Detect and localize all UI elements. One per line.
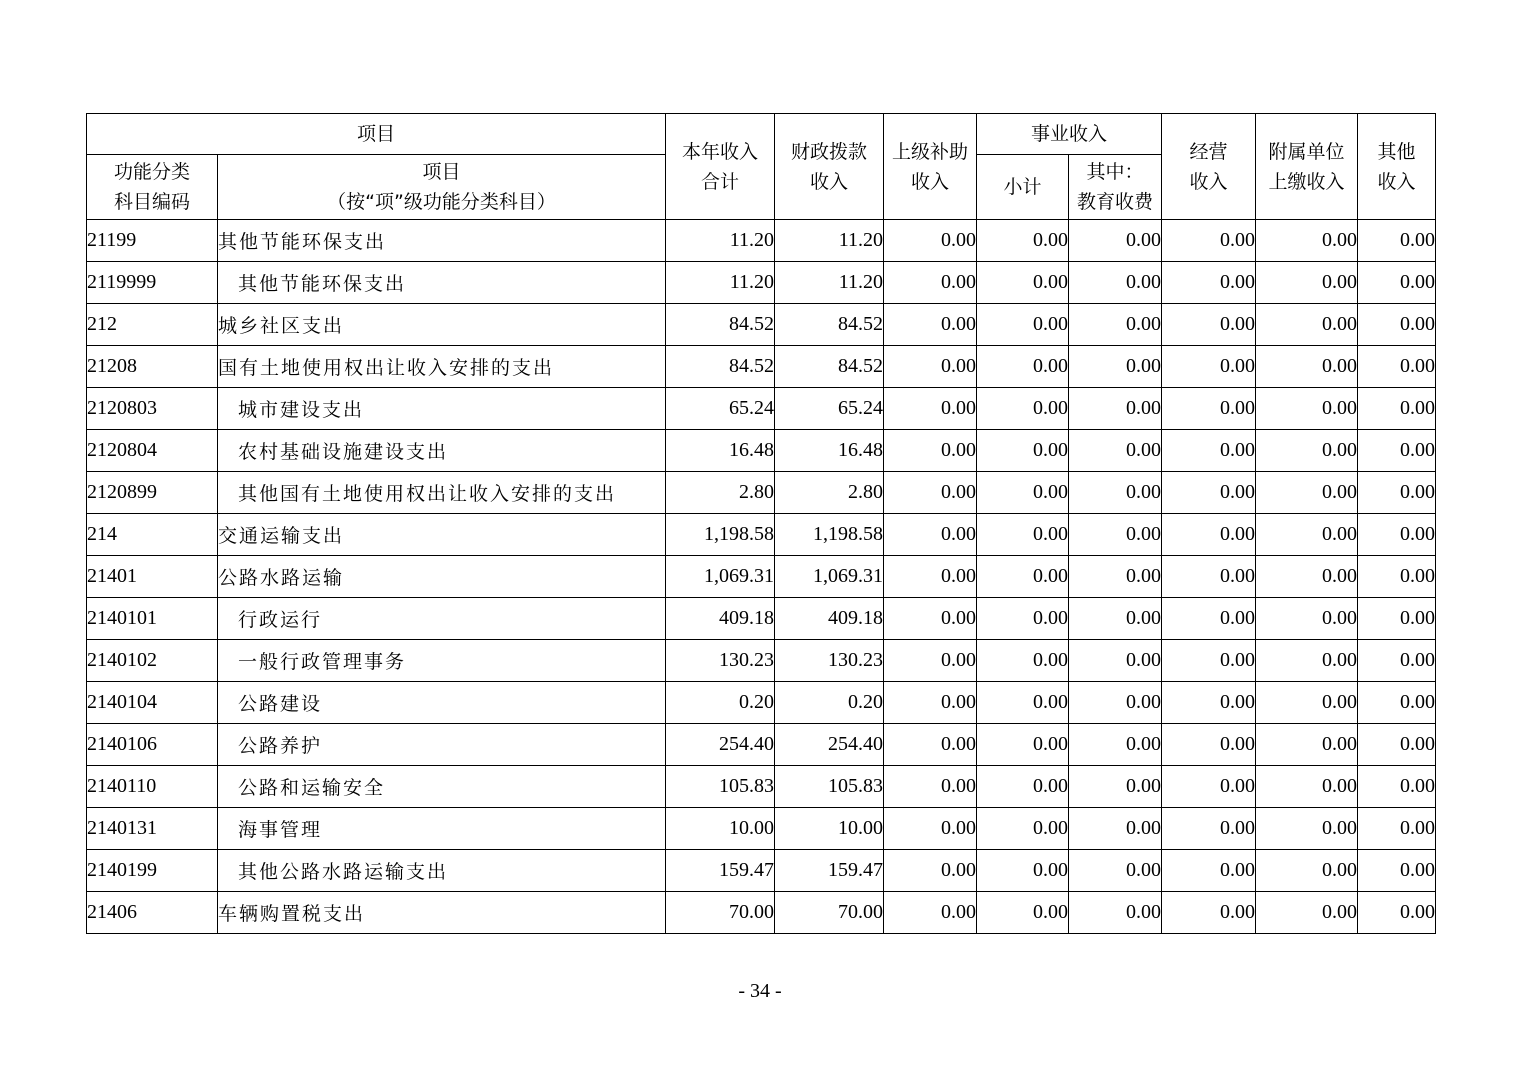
cell-affiliated: 0.00 (1256, 514, 1358, 556)
table-row (87, 430, 1436, 472)
cell-business: 0.00 (1162, 220, 1256, 262)
cell-affiliated: 0.00 (1256, 808, 1358, 850)
cell-affiliated: 0.00 (1256, 388, 1358, 430)
cell-superior: 0.00 (884, 766, 977, 808)
cell-total: 1,198.58 (666, 514, 775, 556)
cell-edu: 0.00 (1069, 766, 1162, 808)
cell-total: 409.18 (666, 598, 775, 640)
cell-affiliated: 0.00 (1256, 682, 1358, 724)
cell-fiscal: 11.20 (775, 262, 884, 304)
cell-name: 农村基础设施建设支出 (218, 430, 666, 472)
table-body (87, 220, 1436, 934)
cell-other: 0.00 (1358, 388, 1436, 430)
cell-superior: 0.00 (884, 724, 977, 766)
cell-business: 0.00 (1162, 892, 1256, 934)
cell-total: 2.80 (666, 472, 775, 514)
cell-subtotal: 0.00 (977, 598, 1069, 640)
cell-business: 0.00 (1162, 304, 1256, 346)
cell-total: 10.00 (666, 808, 775, 850)
cell-name: 行政运行 (218, 598, 666, 640)
cell-subtotal: 0.00 (977, 388, 1069, 430)
cell-fiscal: 65.24 (775, 388, 884, 430)
cell-business: 0.00 (1162, 430, 1256, 472)
cell-name: 城市建设支出 (218, 388, 666, 430)
table-row (87, 808, 1436, 850)
cell-name: 海事管理 (218, 808, 666, 850)
cell-edu: 0.00 (1069, 304, 1162, 346)
budget-table (86, 113, 1436, 934)
cell-edu: 0.00 (1069, 892, 1162, 934)
table-row (87, 850, 1436, 892)
cell-fiscal: 254.40 (775, 724, 884, 766)
cell-fiscal: 70.00 (775, 892, 884, 934)
cell-code: 2120899 (87, 472, 218, 514)
cell-other: 0.00 (1358, 304, 1436, 346)
cell-fiscal: 84.52 (775, 346, 884, 388)
cell-code: 214 (87, 514, 218, 556)
cell-other: 0.00 (1358, 430, 1436, 472)
cell-subtotal: 0.00 (977, 220, 1069, 262)
table-row (87, 598, 1436, 640)
cell-affiliated: 0.00 (1256, 640, 1358, 682)
cell-subtotal: 0.00 (977, 766, 1069, 808)
header-career: 事业收入 (977, 114, 1162, 155)
cell-code: 21401 (87, 556, 218, 598)
table-row (87, 472, 1436, 514)
cell-fiscal: 10.00 (775, 808, 884, 850)
table-row (87, 682, 1436, 724)
cell-superior: 0.00 (884, 304, 977, 346)
cell-code: 212 (87, 304, 218, 346)
cell-superior: 0.00 (884, 472, 977, 514)
cell-code: 2140110 (87, 766, 218, 808)
cell-name: 国有土地使用权出让收入安排的支出 (218, 346, 666, 388)
cell-code: 2140106 (87, 724, 218, 766)
cell-code: 2140131 (87, 808, 218, 850)
cell-business: 0.00 (1162, 388, 1256, 430)
cell-affiliated: 0.00 (1256, 220, 1358, 262)
header-project: 项目 (87, 114, 666, 155)
cell-edu: 0.00 (1069, 472, 1162, 514)
cell-superior: 0.00 (884, 346, 977, 388)
cell-code: 2119999 (87, 262, 218, 304)
cell-code: 2140102 (87, 640, 218, 682)
cell-edu: 0.00 (1069, 514, 1162, 556)
cell-total: 84.52 (666, 304, 775, 346)
cell-edu: 0.00 (1069, 262, 1162, 304)
cell-name: 其他国有土地使用权出让收入安排的支出 (218, 472, 666, 514)
header-code: 功能分类 科目编码 (87, 155, 218, 220)
cell-subtotal: 0.00 (977, 640, 1069, 682)
cell-subtotal: 0.00 (977, 556, 1069, 598)
cell-superior: 0.00 (884, 808, 977, 850)
cell-code: 2140101 (87, 598, 218, 640)
cell-edu: 0.00 (1069, 598, 1162, 640)
cell-total: 254.40 (666, 724, 775, 766)
cell-total: 84.52 (666, 346, 775, 388)
table-row (87, 388, 1436, 430)
cell-business: 0.00 (1162, 640, 1256, 682)
cell-total: 159.47 (666, 850, 775, 892)
cell-edu: 0.00 (1069, 430, 1162, 472)
table-row (87, 892, 1436, 934)
header-total: 本年收入 合计 (666, 114, 775, 220)
cell-edu: 0.00 (1069, 640, 1162, 682)
cell-business: 0.00 (1162, 598, 1256, 640)
cell-code: 2120804 (87, 430, 218, 472)
cell-other: 0.00 (1358, 346, 1436, 388)
cell-other: 0.00 (1358, 808, 1436, 850)
cell-subtotal: 0.00 (977, 808, 1069, 850)
cell-affiliated: 0.00 (1256, 598, 1358, 640)
cell-other: 0.00 (1358, 766, 1436, 808)
cell-superior: 0.00 (884, 220, 977, 262)
cell-subtotal: 0.00 (977, 892, 1069, 934)
cell-total: 0.20 (666, 682, 775, 724)
cell-subtotal: 0.00 (977, 514, 1069, 556)
cell-other: 0.00 (1358, 640, 1436, 682)
cell-business: 0.00 (1162, 682, 1256, 724)
cell-fiscal: 130.23 (775, 640, 884, 682)
table-row (87, 262, 1436, 304)
header-edu: 其中： 教育收费 (1069, 155, 1162, 220)
cell-fiscal: 105.83 (775, 766, 884, 808)
cell-name: 公路水路运输 (218, 556, 666, 598)
cell-name: 一般行政管理事务 (218, 640, 666, 682)
table-row (87, 220, 1436, 262)
cell-name: 公路建设 (218, 682, 666, 724)
cell-fiscal: 159.47 (775, 850, 884, 892)
cell-fiscal: 409.18 (775, 598, 884, 640)
cell-name: 城乡社区支出 (218, 304, 666, 346)
cell-other: 0.00 (1358, 262, 1436, 304)
table-header (87, 114, 1436, 220)
cell-other: 0.00 (1358, 724, 1436, 766)
header-affiliated: 附属单位 上缴收入 (1256, 114, 1358, 220)
cell-edu: 0.00 (1069, 808, 1162, 850)
cell-fiscal: 11.20 (775, 220, 884, 262)
cell-subtotal: 0.00 (977, 304, 1069, 346)
cell-business: 0.00 (1162, 724, 1256, 766)
cell-superior: 0.00 (884, 514, 977, 556)
cell-code: 21208 (87, 346, 218, 388)
cell-business: 0.00 (1162, 808, 1256, 850)
cell-other: 0.00 (1358, 598, 1436, 640)
header-fiscal: 财政拨款 收入 (775, 114, 884, 220)
cell-edu: 0.00 (1069, 388, 1162, 430)
cell-affiliated: 0.00 (1256, 346, 1358, 388)
cell-other: 0.00 (1358, 514, 1436, 556)
cell-business: 0.00 (1162, 514, 1256, 556)
cell-name: 交通运输支出 (218, 514, 666, 556)
cell-subtotal: 0.00 (977, 682, 1069, 724)
cell-code: 2140199 (87, 850, 218, 892)
cell-subtotal: 0.00 (977, 472, 1069, 514)
table-row (87, 640, 1436, 682)
cell-code: 2120803 (87, 388, 218, 430)
cell-other: 0.00 (1358, 220, 1436, 262)
cell-business: 0.00 (1162, 766, 1256, 808)
cell-affiliated: 0.00 (1256, 850, 1358, 892)
cell-name: 其他节能环保支出 (218, 220, 666, 262)
cell-superior: 0.00 (884, 598, 977, 640)
cell-business: 0.00 (1162, 556, 1256, 598)
cell-business: 0.00 (1162, 472, 1256, 514)
cell-business: 0.00 (1162, 262, 1256, 304)
cell-code: 21406 (87, 892, 218, 934)
cell-edu: 0.00 (1069, 850, 1162, 892)
cell-total: 70.00 (666, 892, 775, 934)
cell-fiscal: 0.20 (775, 682, 884, 724)
table-row (87, 346, 1436, 388)
cell-affiliated: 0.00 (1256, 262, 1358, 304)
cell-superior: 0.00 (884, 262, 977, 304)
cell-total: 105.83 (666, 766, 775, 808)
cell-superior: 0.00 (884, 850, 977, 892)
table-row (87, 724, 1436, 766)
cell-superior: 0.00 (884, 892, 977, 934)
cell-subtotal: 0.00 (977, 430, 1069, 472)
header-item: 项目 （按“项”级功能分类科目） (218, 155, 666, 220)
cell-total: 130.23 (666, 640, 775, 682)
cell-affiliated: 0.00 (1256, 766, 1358, 808)
cell-superior: 0.00 (884, 640, 977, 682)
table-row (87, 304, 1436, 346)
cell-other: 0.00 (1358, 892, 1436, 934)
cell-other: 0.00 (1358, 472, 1436, 514)
cell-business: 0.00 (1162, 850, 1256, 892)
cell-total: 11.20 (666, 262, 775, 304)
table-row (87, 514, 1436, 556)
cell-total: 1,069.31 (666, 556, 775, 598)
cell-name: 车辆购置税支出 (218, 892, 666, 934)
cell-fiscal: 1,069.31 (775, 556, 884, 598)
cell-subtotal: 0.00 (977, 724, 1069, 766)
header-subtotal: 小计 (977, 155, 1069, 220)
cell-fiscal: 16.48 (775, 430, 884, 472)
cell-other: 0.00 (1358, 682, 1436, 724)
cell-affiliated: 0.00 (1256, 472, 1358, 514)
cell-superior: 0.00 (884, 682, 977, 724)
cell-fiscal: 84.52 (775, 304, 884, 346)
cell-name: 其他节能环保支出 (218, 262, 666, 304)
cell-affiliated: 0.00 (1256, 304, 1358, 346)
cell-total: 11.20 (666, 220, 775, 262)
cell-name: 公路养护 (218, 724, 666, 766)
table-row (87, 766, 1436, 808)
cell-edu: 0.00 (1069, 556, 1162, 598)
cell-edu: 0.00 (1069, 220, 1162, 262)
cell-code: 2140104 (87, 682, 218, 724)
cell-subtotal: 0.00 (977, 262, 1069, 304)
cell-affiliated: 0.00 (1256, 430, 1358, 472)
header-superior: 上级补助 收入 (884, 114, 977, 220)
cell-fiscal: 1,198.58 (775, 514, 884, 556)
cell-edu: 0.00 (1069, 724, 1162, 766)
cell-name: 其他公路水路运输支出 (218, 850, 666, 892)
cell-edu: 0.00 (1069, 346, 1162, 388)
cell-business: 0.00 (1162, 346, 1256, 388)
cell-affiliated: 0.00 (1256, 892, 1358, 934)
page-number: - 34 - (738, 980, 782, 1002)
cell-other: 0.00 (1358, 850, 1436, 892)
cell-other: 0.00 (1358, 556, 1436, 598)
cell-subtotal: 0.00 (977, 850, 1069, 892)
cell-superior: 0.00 (884, 388, 977, 430)
cell-code: 21199 (87, 220, 218, 262)
cell-fiscal: 2.80 (775, 472, 884, 514)
cell-name: 公路和运输安全 (218, 766, 666, 808)
cell-affiliated: 0.00 (1256, 724, 1358, 766)
header-business: 经营 收入 (1162, 114, 1256, 220)
cell-subtotal: 0.00 (977, 346, 1069, 388)
cell-superior: 0.00 (884, 556, 977, 598)
table-row (87, 556, 1436, 598)
cell-total: 16.48 (666, 430, 775, 472)
cell-edu: 0.00 (1069, 682, 1162, 724)
cell-affiliated: 0.00 (1256, 556, 1358, 598)
header-other: 其他 收入 (1358, 114, 1436, 220)
cell-total: 65.24 (666, 388, 775, 430)
cell-superior: 0.00 (884, 430, 977, 472)
